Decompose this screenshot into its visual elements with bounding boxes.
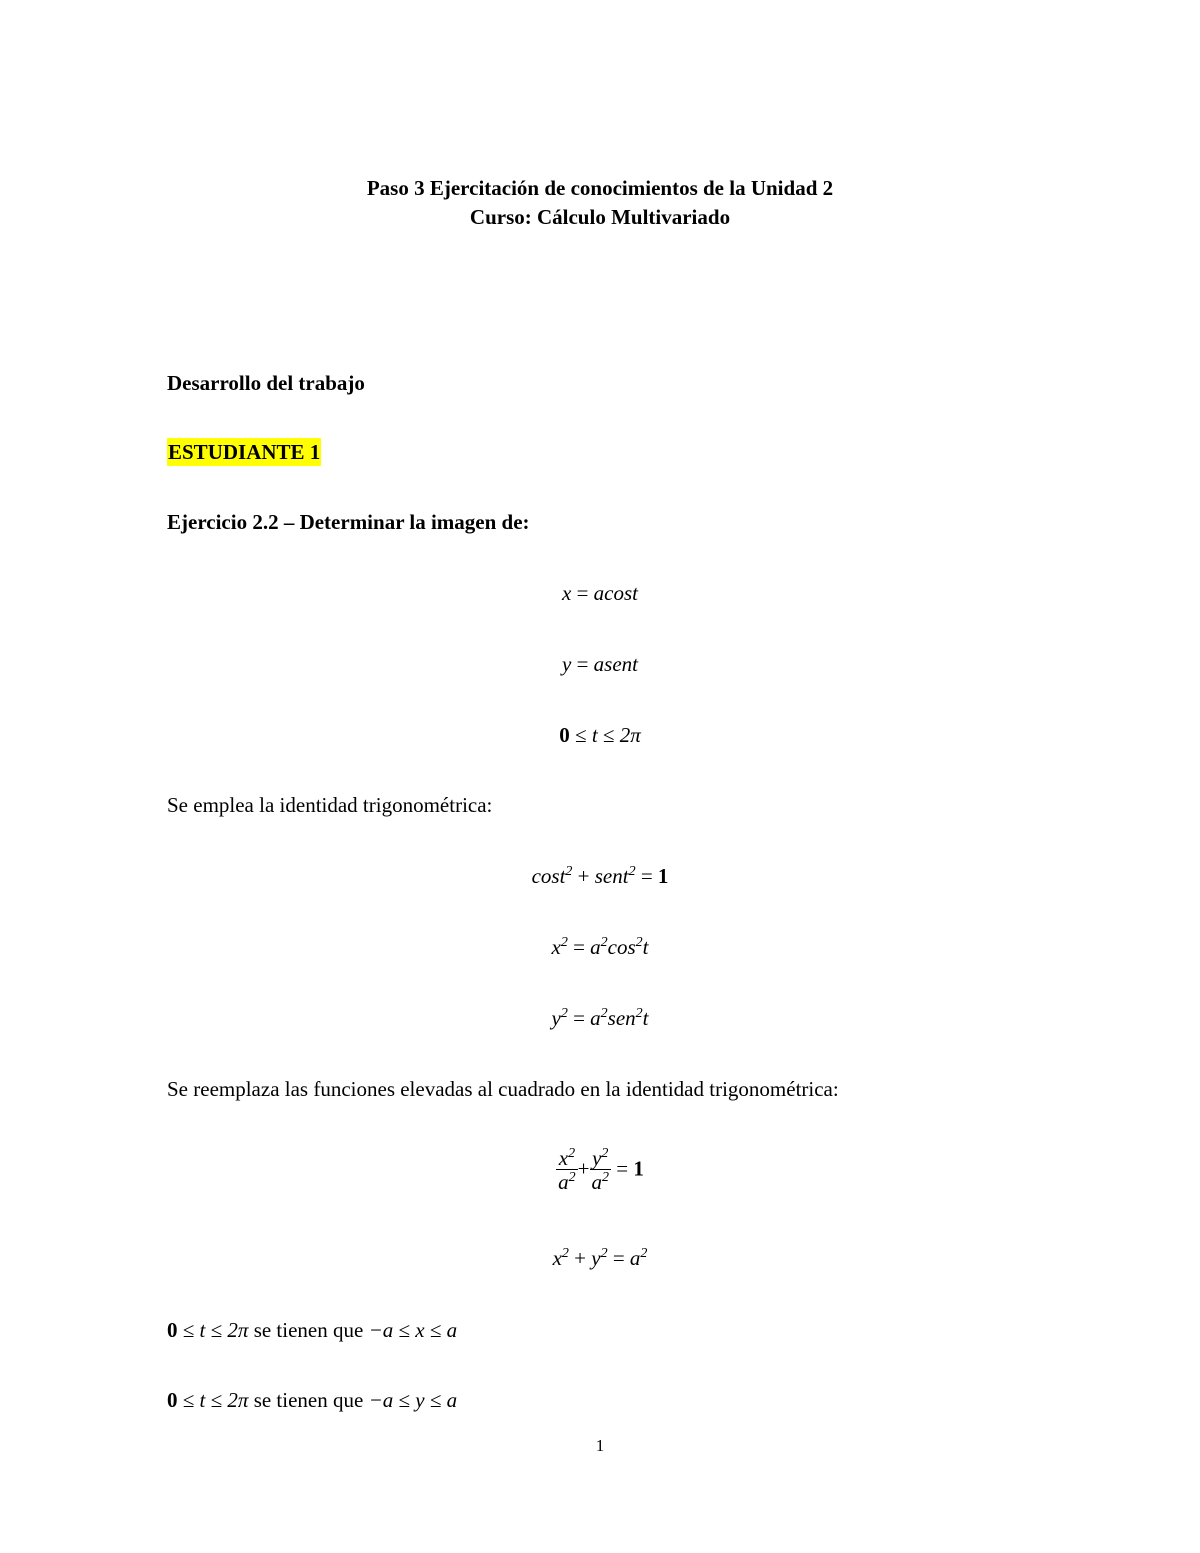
eq-exp: 2	[628, 864, 636, 879]
student-label	[167, 442, 321, 463]
eq-lhs: y	[562, 652, 572, 676]
range-y-words: se tienen que	[253, 1388, 364, 1412]
eq-sen: sent	[594, 864, 629, 888]
eq-y: y	[591, 1246, 601, 1270]
eq-le: ≤	[602, 723, 615, 747]
equation-identity	[0, 866, 1200, 887]
eq-one: 1	[657, 864, 669, 888]
identity-intro-text: Se emplea la identidad trigonométrica:	[167, 793, 493, 817]
eq-eq: =	[573, 1006, 585, 1030]
eq-plus: +	[577, 864, 590, 888]
exercise-title: Ejercicio 2.2 – Determinar la imagen de:	[167, 510, 530, 534]
eq-rhs: acost	[593, 581, 638, 605]
eq-exp: 2	[635, 1006, 643, 1021]
section-heading: Desarrollo del trabajo	[167, 371, 365, 395]
eq-exp: 2	[560, 935, 568, 950]
eq-a: a	[629, 1246, 641, 1270]
eq-cos: cost	[531, 864, 566, 888]
eq-lhs: x	[562, 581, 572, 605]
eq-plus: +	[574, 1246, 586, 1270]
fraction-y-over-a: $\frac{y^2}{a^2}$	[591, 1146, 609, 1194]
eq-sen: sen	[607, 1006, 636, 1030]
eq-x: x	[552, 1246, 562, 1270]
range-x-words: se tienen que	[253, 1318, 364, 1342]
equation-x-squared	[0, 937, 1200, 958]
page-number: 1	[595, 1436, 605, 1455]
eq-one: 1	[633, 1156, 644, 1181]
range-y-line: 0 ≤ t ≤ 2π se tienen que −a ≤ y ≤ a	[167, 1388, 458, 1412]
eq-eq: =	[640, 864, 653, 888]
eq-cos: cos	[607, 935, 636, 959]
eq-upper: 2π	[619, 723, 641, 747]
eq-exp: 2	[561, 1246, 569, 1261]
equation-x-param	[0, 583, 1200, 604]
eq-rhs: asent	[593, 652, 638, 676]
eq-eq: =	[573, 935, 585, 959]
eq-t: t	[591, 723, 598, 747]
eq-a: a	[590, 935, 601, 959]
eq-op: =	[576, 581, 589, 605]
range-x-line: 0 ≤ t ≤ 2π se tienen que −a ≤ x ≤ a	[167, 1318, 458, 1342]
equation-t-range	[0, 725, 1200, 746]
equation-fraction-sum	[0, 1148, 1200, 1193]
equation-y-param	[0, 654, 1200, 675]
eq-exp: 2	[560, 1006, 568, 1021]
eq-x: x	[551, 935, 561, 959]
eq-exp: 2	[565, 864, 573, 879]
eq-y: y	[551, 1006, 561, 1030]
equation-y-squared	[0, 1008, 1200, 1029]
eq-eq: =	[612, 1246, 625, 1270]
course-title: Curso: Cálculo Multivariado	[469, 205, 731, 229]
document-title: Paso 3 Ejercitación de conocimientos de la Unidad 2	[366, 176, 834, 200]
eq-exp: 2	[635, 935, 643, 950]
eq-op: =	[576, 652, 589, 676]
eq-t: t	[642, 935, 649, 959]
eq-exp: 2	[640, 1246, 648, 1261]
eq-a: a	[590, 1006, 601, 1030]
equation-circle	[0, 1248, 1200, 1269]
eq-t: t	[642, 1006, 649, 1030]
student-label-highlight: ESTUDIANTE 1	[168, 440, 321, 464]
replace-intro-text: Se reemplaza las funciones elevadas al cuadrado en la identidad trigonométrica:	[167, 1077, 839, 1101]
eq-zero: 0	[559, 723, 570, 747]
eq-exp: 2	[600, 935, 608, 950]
fraction-x-over-a: $\frac{x^2}{a^2}$	[558, 1146, 576, 1194]
eq-exp: 2	[600, 1006, 608, 1021]
eq-le: ≤	[575, 723, 587, 747]
eq-exp: 2	[600, 1246, 608, 1261]
eq-plus: +	[577, 1156, 590, 1181]
eq-eq: =	[616, 1156, 629, 1181]
